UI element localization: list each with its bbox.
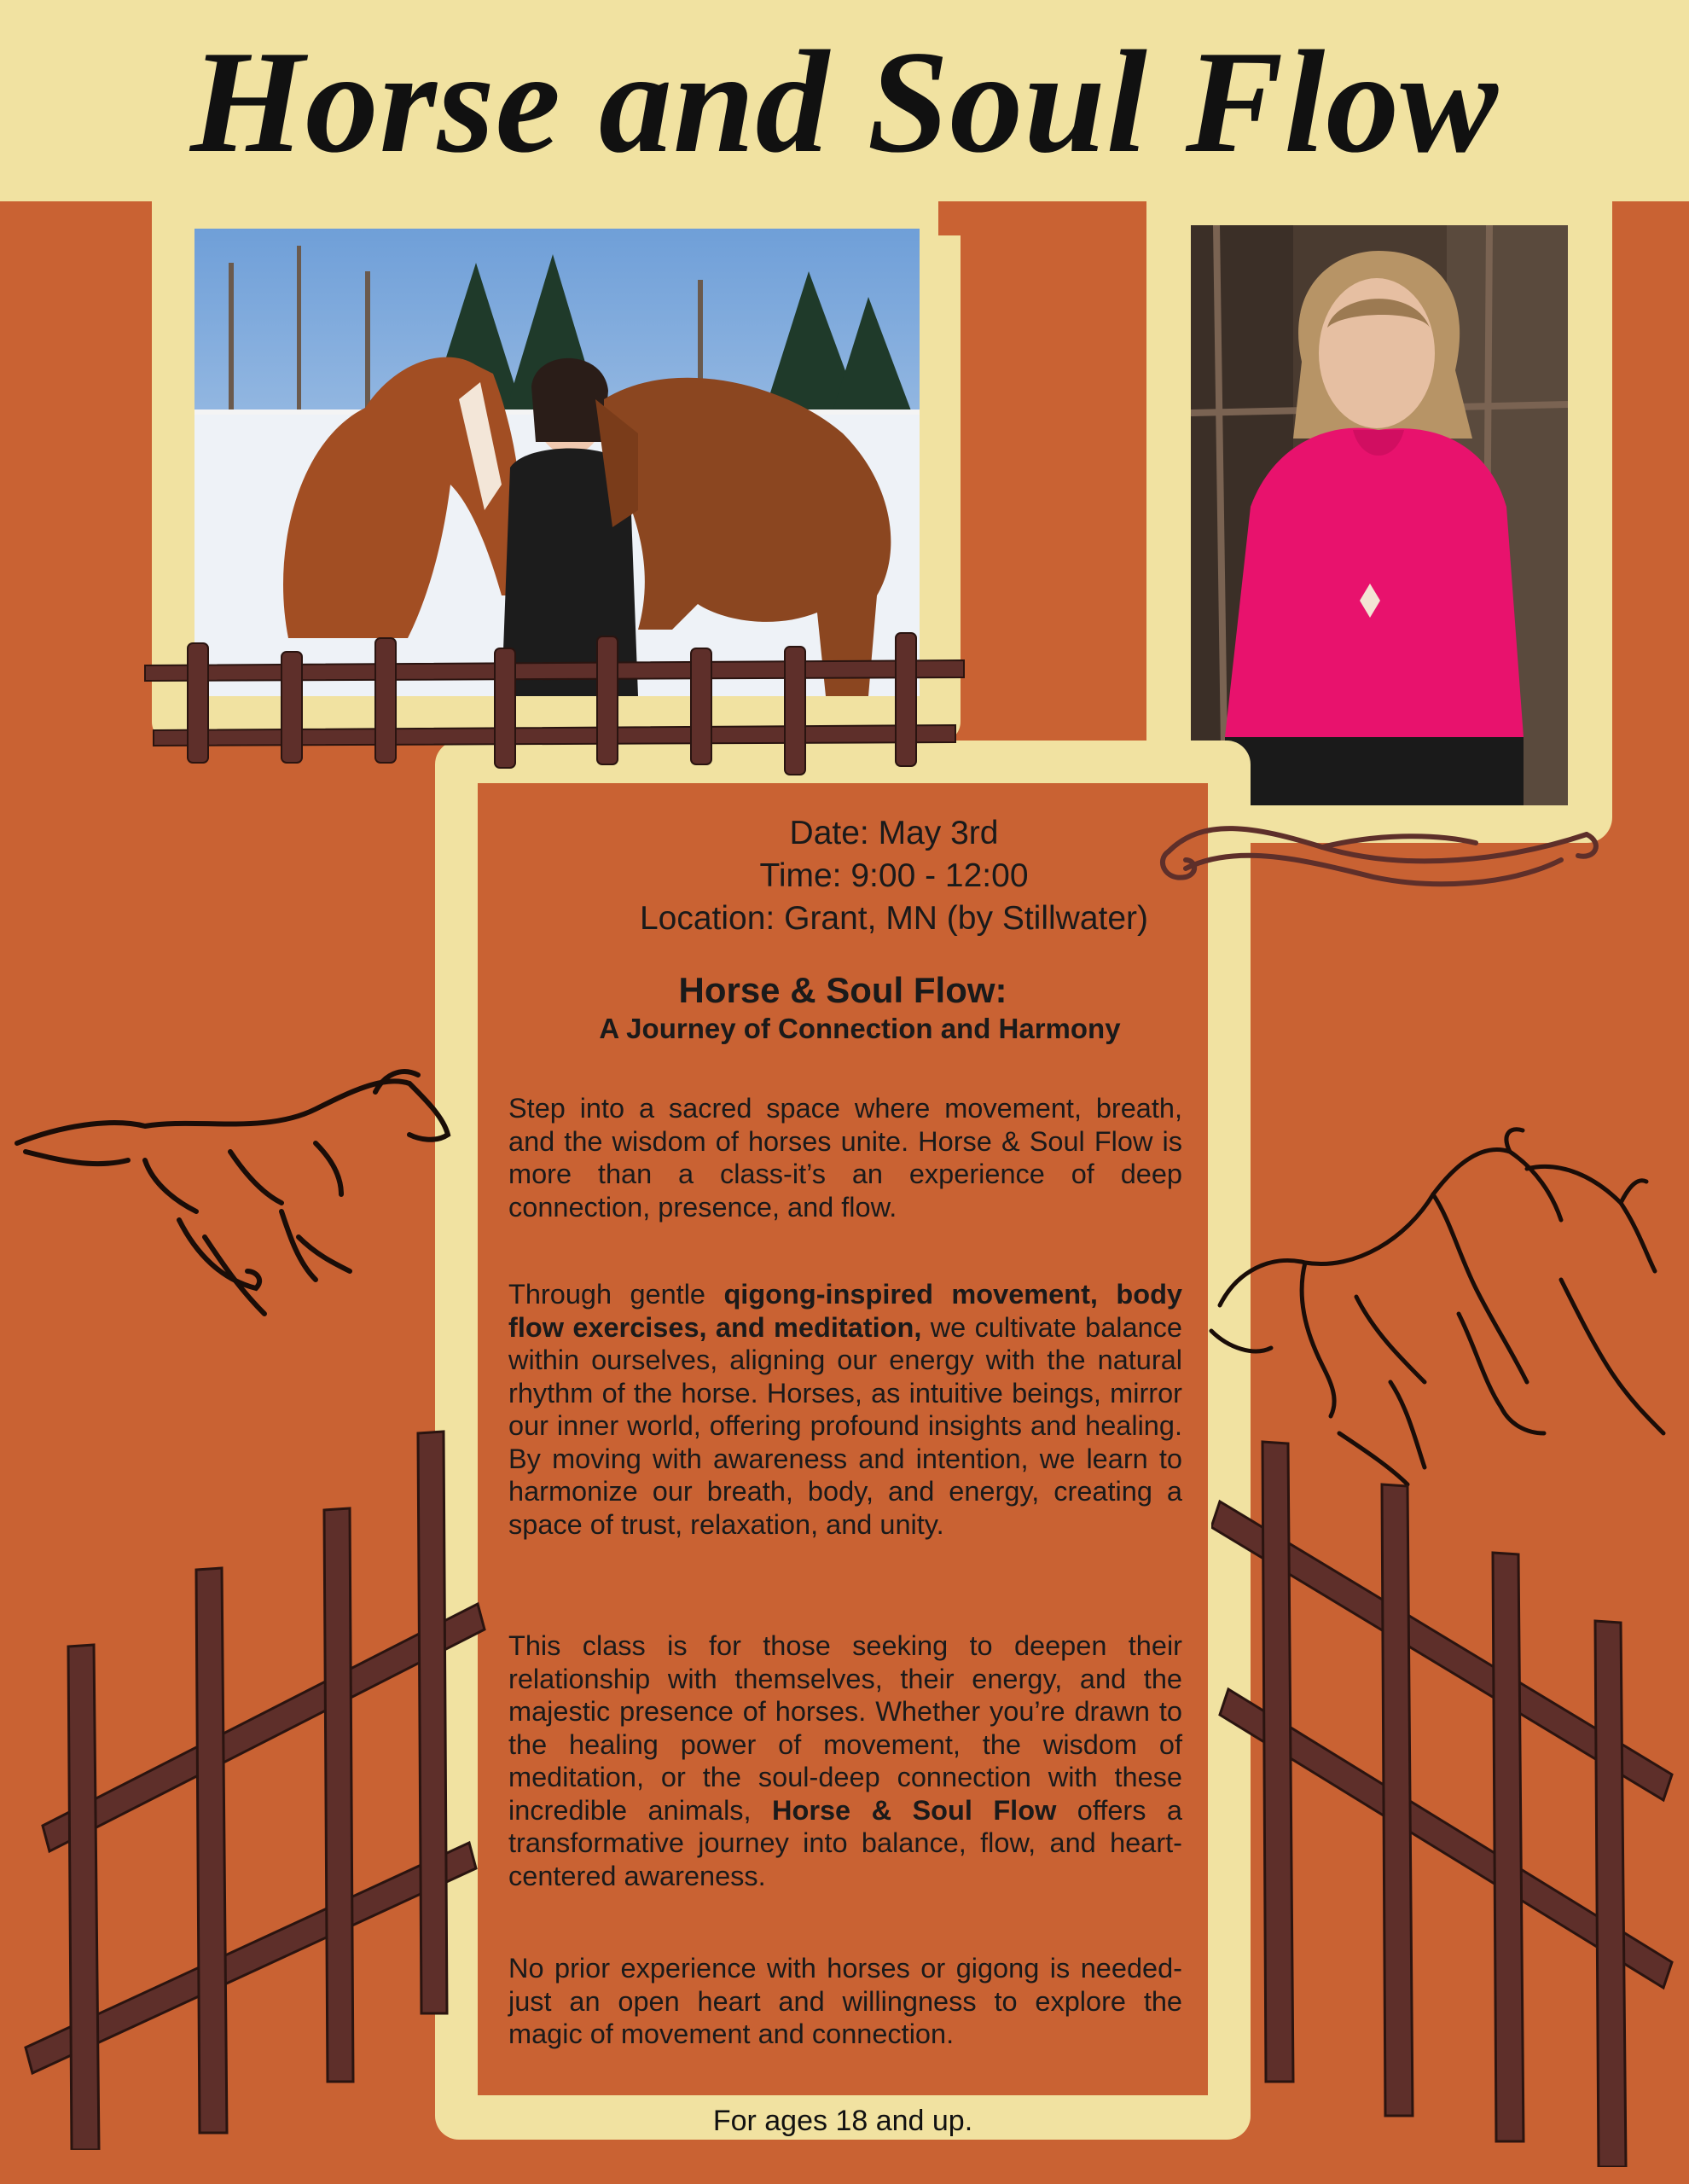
fence-icon	[17, 1416, 495, 2150]
frame-notch	[938, 201, 961, 235]
event-details	[478, 812, 1208, 940]
event-location: Location: Grant, MN (by Stillwater)	[639, 900, 1149, 937]
fence-icon	[136, 631, 972, 785]
paragraph-intro: Step into a sacred space where movement, breath, and the wisdom of horses unite. Horse & Soul Flow is more than a class-it’s an experience of deep connection, presence, and flow.	[508, 1093, 1182, 1223]
section-heading: Horse & Soul Flow:	[678, 970, 1007, 1010]
horses-photo	[194, 229, 920, 696]
instructor-photo	[1191, 225, 1568, 805]
left-photo-frame-join	[152, 201, 961, 227]
practice-highlight: qigong-inspired movement, body flow exercises, and meditation,	[508, 1279, 1182, 1343]
page-title: Horse and Soul Flow	[190, 21, 1499, 183]
fence-icon	[1211, 1433, 1689, 2167]
event-time: Time: 9:00 - 12:00	[759, 857, 1029, 894]
section-subheading: A Journey of Connection and Harmony	[599, 1013, 1121, 1044]
age-requirement: For ages 18 and up.	[712, 2105, 973, 2137]
event-date: Date: May 3rd	[789, 815, 999, 851]
header-band	[0, 0, 1689, 201]
running-horse-icon	[9, 1066, 461, 1322]
paragraph-audience: This class is for those seeking to deepen their relationship with themselves, their energy, and the majestic presence of horses. Whether you’re drawn to the healing power of movement, the wisdom of meditation, or the soul-deep connection with these incredible animals, Horse & Soul Flow offers a transformative journey into balance, flow, and heart-centered awareness.	[508, 1630, 1183, 1891]
paragraph-requirements: No prior experience with horses or gigong is needed-just an open heart and willingness to explore the magic of movement and connection.	[508, 1953, 1182, 2049]
flourish-icon	[1152, 809, 1612, 903]
paragraph-practice: Through gentle qigong-inspired movement, body flow exercises, and meditation, we cultivate balance within ourselves, aligning our energy with the natural rhythm of the horse. Horses, as intuitive beings, mirror our inner world, offering profound insights and healing. By moving with awareness and intention, we learn to harmonize our breath, body, and energy, creating a space of trust, relaxation, and unity.	[508, 1279, 1182, 1540]
class-name-highlight: Horse & Soul Flow	[772, 1794, 1057, 1826]
